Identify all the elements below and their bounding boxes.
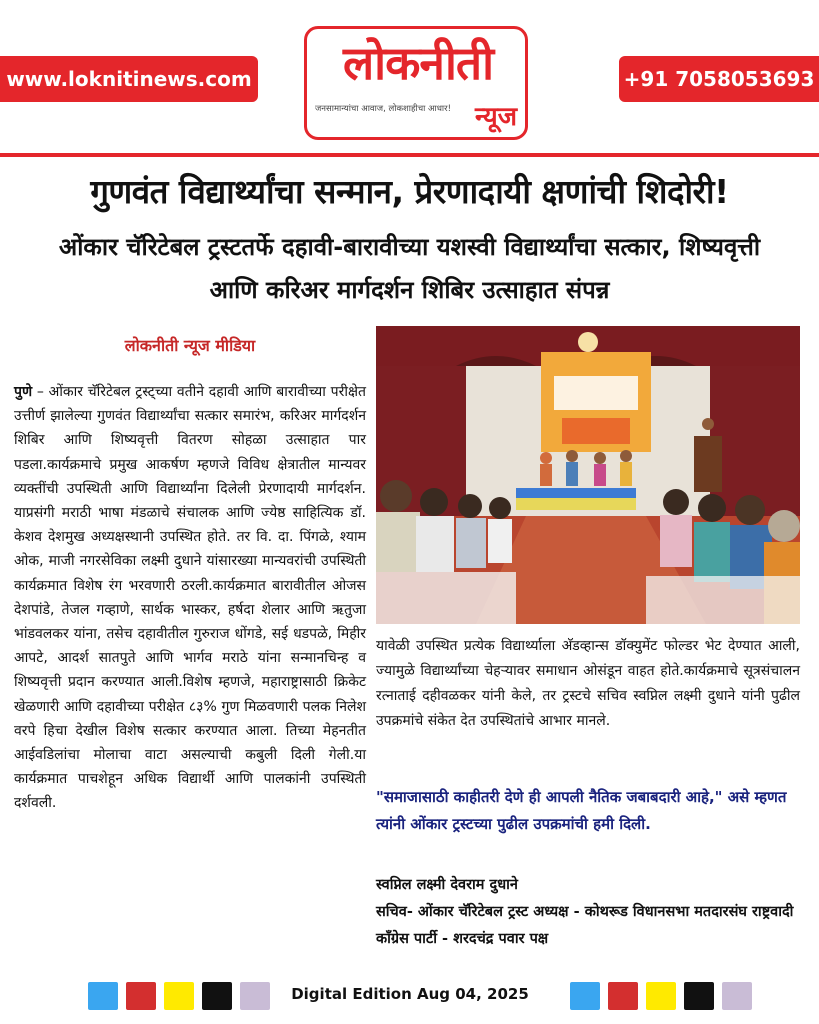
masthead [0, 0, 819, 158]
article-headline: गुणवंत विद्यार्थ्यांचा सन्मान, प्रेरणादायी क्षणांची शिदोरी! [90, 172, 729, 211]
header-divider [0, 153, 819, 157]
website-link[interactable]: www.loknitinews.com [0, 56, 258, 102]
dateline: पुणे [14, 384, 33, 400]
swatch [608, 982, 638, 1010]
article-subheadline: ओंकार चॅरिटेबल ट्रस्टतर्फे दहावी-बारावीच्या यशस्वी विद्यार्थ्यांचा सत्कार, शिष्यवृत्ती आणि करिअर मार्गदर्शन शिबिर उत्साहात संपन्न [58, 233, 761, 304]
logo-tagline: जनसामान्यांचा आवाज, लोकशाहीचा आधार! [315, 104, 452, 114]
swatch [164, 982, 194, 1010]
swatch [126, 982, 156, 1010]
pull-quote: "समाजासाठी काहीतरी देणे ही आपली नैतिक जबाबदारी आहे," असे म्हणत त्यांनी ओंकार ट्रस्टच्या पुढील उपक्रमांची हमी दिली. [376, 788, 787, 833]
signature-title: सचिव- ओंकार चॅरिटेबल ट्रस्ट अध्यक्ष - कोथरूड विधानसभा मतदारसंघ राष्ट्रवादी काँग्रेस पार्टी - शरदचंद्र पवार पक्ष [376, 904, 794, 947]
event-photo-illustration [376, 326, 800, 624]
body-left-text: – ओंकार चॅरिटेबल ट्रस्ट्च्या वतीने दहावी आणि बारावीच्या परीक्षेत उत्तीर्ण झालेल्या गुणवंत विद्यार्थ्यांचा सत्कार समारंभ, करिअर मार्गदर्शन शिबिर आणि शिष्यवृत्ती वितरण सोहळा उत्साहात पार पडला.कार्यक्रमाचे प्रमुख आकर्षण म्हणजे विविध क्षेत्रातील मान्यवर व्यक्तींची उपस्थिती आणि विद्यार्थ्यांना दिलेली प्रेरणादायी मार्गदर्शन. याप्रसंगी मराठी भाषा मंडळाचे संचालक आणि ज्येष्ठ साहित्यिक डॉ. केशव देशमुख अध्यक्षस्थानी उपस्थित होते. तर वि. दा. पिंगळे, श्याम ओक, माजी नगरसेविका लक्ष्मी दुधाने यांसारख्या मान्यवरांची उपस्थिती कार्यक्रमात विशेष रंग भरवणारी ठरली.कार्यक्रमात बारावीतील ओजस देशपांडे, तेजल गव्हाणे, सार्थक भास्कर, हर्षदा शेलार आणि ऋतुजा भांडवलकर यांना, तसेच दहावीतील गुरुराज धोंगडे, सई धडपळे, मिहीर आपटे, आदर्श सातपुते आणि भार्गव मराठे यांना सन्मानचिन्ह व शिष्यवृत्ती प्रदान करण्यात आली.विशेष म्हणजे, महाराष्ट्रासाठी क्रिकेट खेळणारी आणि दहावीच्या परीक्षेत ८३% गुण मिळवणारी पलक निलेश वरपे हिचा देखील विशेष सत्कार करण्यात आला. तिच्या मेहनतीत आईवडिलांचा मोलाचा वाटा असल्याची कबुली दिली गेली.या कार्यक्रमात पाचशेहून अधिक विद्यार्थी आणि पालकांनी उपस्थिती दर्शवली. [14, 384, 366, 812]
signature-block [376, 872, 806, 953]
color-swatches-left [88, 982, 270, 1012]
swatch [240, 982, 270, 1010]
article-body-left [14, 380, 366, 816]
swatch [684, 982, 714, 1010]
article-body-right: यावेळी उपस्थित प्रत्येक विद्यार्थ्याला अ‍ॅडव्हान्स डॉक्युमेंट फोल्डर भेट देण्यात आली, ज्यामुळे विद्यार्थ्यांच्या चेहऱ्यावर समाधान ओसंडून वाहत होते.कार्यक्रमाचे सूत्रसंचालन रत्नाताई दहीवळकर यांनी केले, तर ट्रस्टचे सचिव स्वप्निल लक्ष्मी दुधाने यांनी पुढील उपक्रमांचे संकेत देत उपस्थितांचे आभार मानले. [376, 638, 800, 729]
swatch [646, 982, 676, 1010]
signature-name: स्वप्निल लक्ष्मी देवराम दुधाने [376, 877, 518, 893]
edition-date: Digital Edition Aug 04, 2025 [291, 985, 529, 1003]
article-byline: लोकनीती न्यूज मीडिया [124, 336, 256, 355]
color-swatches-right [570, 982, 752, 1012]
swatch [570, 982, 600, 1010]
logo-wordmark: लोकनीती [342, 36, 493, 90]
phone-number[interactable]: +91 7058053693 [619, 56, 819, 102]
swatch [722, 982, 752, 1010]
logo-news-text: न्यूज [474, 102, 517, 132]
swatch [202, 982, 232, 1010]
loknitinews-logo [304, 26, 528, 140]
event-photo [376, 326, 800, 624]
swatch [88, 982, 118, 1010]
